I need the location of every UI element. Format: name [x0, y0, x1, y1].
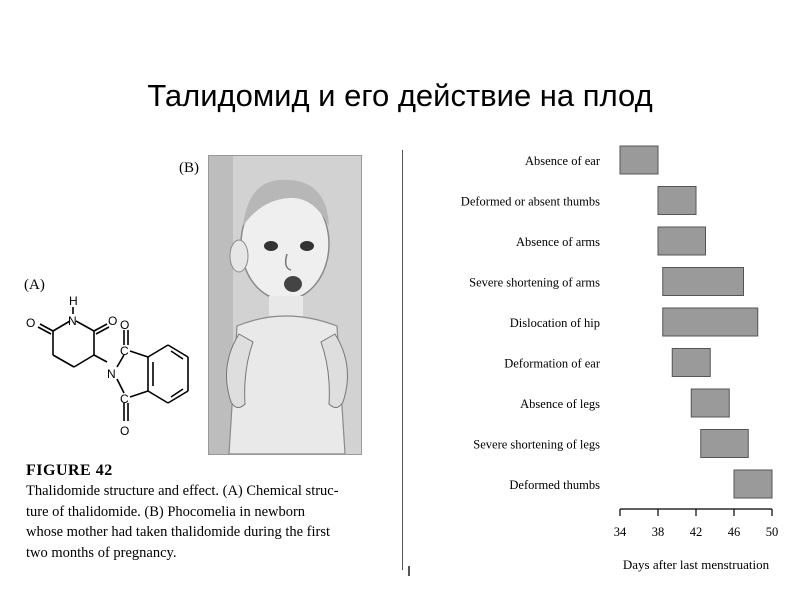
bar-2 — [658, 227, 706, 255]
category-label: Deformation of ear — [504, 356, 600, 371]
panel-b-label: (B) — [179, 160, 199, 176]
thalidomide-structure — [20, 285, 195, 450]
category-label: Deformed thumbs — [509, 478, 600, 492]
bar-5 — [672, 349, 710, 377]
x-tick-label: 34 — [613, 525, 627, 539]
page-divider — [402, 150, 403, 570]
category-label: Severe shortening of legs — [473, 437, 600, 452]
atom-n-glutarimide: N — [68, 314, 77, 328]
category-label: Severe shortening of arms — [469, 275, 600, 290]
figure-caption — [26, 481, 376, 563]
atom-c-top: C — [120, 344, 129, 358]
x-axis-ticks — [614, 509, 779, 539]
caption-line: two months of pregnancy. — [26, 544, 177, 561]
category-label: Dislocation of hip — [509, 316, 600, 330]
bar-1 — [658, 187, 696, 215]
timeline-chart — [410, 135, 790, 580]
bar-8 — [734, 470, 772, 498]
atom-c-bottom: C — [120, 392, 129, 406]
chart-category-labels — [461, 154, 601, 492]
atom-n-phthalimide: N — [107, 367, 116, 381]
x-tick-label: 46 — [727, 525, 741, 539]
x-axis-title: Days after last menstruation — [622, 557, 770, 572]
bar-3 — [663, 268, 744, 296]
bar-7 — [701, 430, 749, 458]
caption-line: whose mother had taken thalidomide during the first — [26, 524, 331, 540]
atom-o-top: O — [120, 318, 130, 332]
category-label: Deformed or absent thumbs — [460, 194, 600, 209]
caption-line: ture of thalidomide. (B) Phocomelia in newborn — [26, 503, 306, 520]
atom-o-left: O — [26, 316, 36, 330]
category-label: Absence of arms — [516, 235, 600, 249]
category-label: Absence of legs — [520, 397, 600, 411]
bar-4 — [663, 308, 758, 336]
chart-bars — [620, 146, 772, 498]
x-tick-label: 42 — [689, 525, 703, 539]
atom-o-right: O — [108, 314, 118, 328]
caption-line: Thalidomide structure and effect. (A) Chemical struc- — [26, 483, 339, 499]
x-tick-label: 38 — [651, 525, 665, 539]
bar-6 — [691, 389, 729, 417]
bar-0 — [620, 146, 658, 174]
category-label: Absence of ear — [525, 154, 600, 168]
newborn-photo — [208, 155, 362, 455]
panel-a-label: (A) — [24, 277, 45, 293]
figure-title: FIGURE 42 — [26, 462, 113, 479]
atom-o-bottom: O — [120, 424, 130, 438]
slide-title: Талидомид и его действие на плод — [147, 78, 653, 113]
atom-h: H — [69, 294, 78, 308]
x-tick-label: 50 — [765, 525, 779, 539]
